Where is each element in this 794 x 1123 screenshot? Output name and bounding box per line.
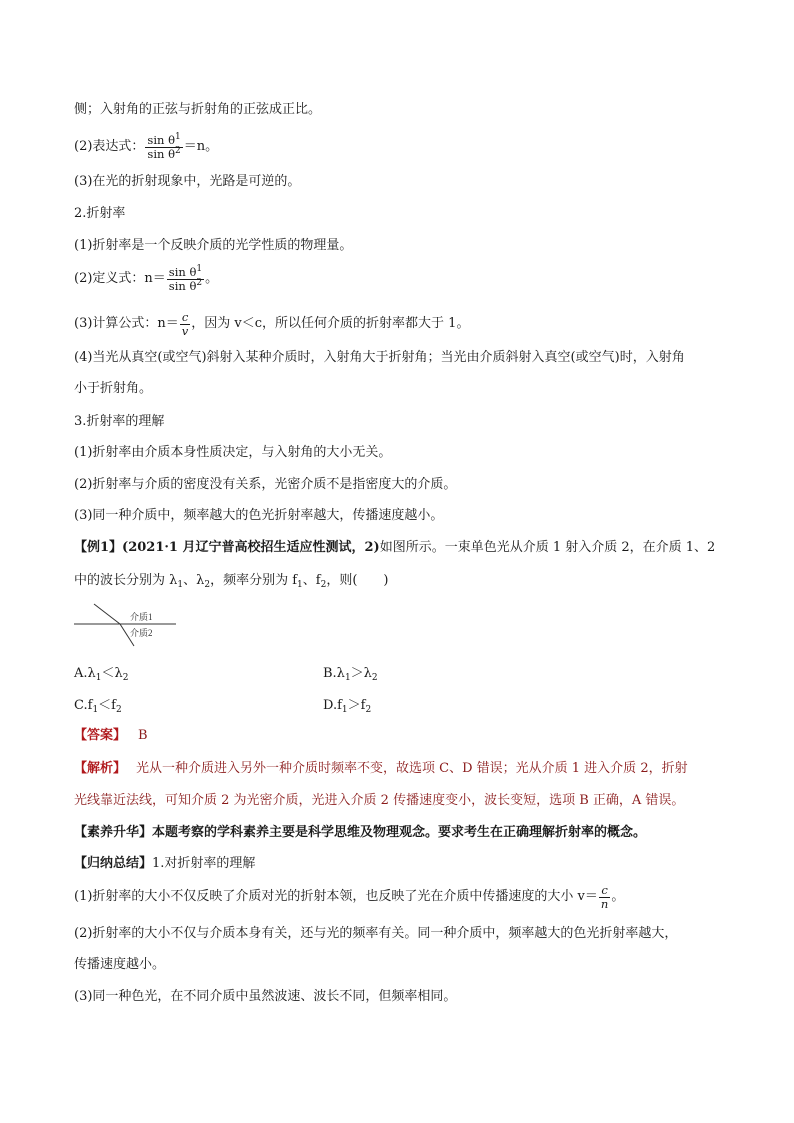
summary-label: 【归纳总结】 (74, 856, 153, 871)
section-3-line-3: (3)同一种介质中，频率越大的色光折射率越大，传播速度越小。 (74, 508, 444, 523)
option-b[interactable]: $B.\lambda_1>\lambda_2$ (323, 666, 378, 683)
definition-fraction: $\frac{\sin \theta^1}{\sin \theta^2}$ (168, 263, 203, 293)
medium-2-label: 介质2 (130, 628, 153, 638)
section-2-line-4a: (4)当光从真空(或空气)斜射入某种介质时，入射角大于折射角；当光由介质斜射入真空(或空气)时，入射角 (74, 350, 685, 365)
summary-line-1: (1)折射率的大小不仅反映了介质对光的折射本领，也反映了光在介质中传播速度的大小 v＝ $\frac{c}{n}$ 。 (74, 882, 625, 911)
section-2-line-4b: 小于折射角。 (74, 381, 153, 396)
incident-ray (94, 604, 120, 624)
analysis-label: 【解析】 (74, 761, 127, 776)
option-a[interactable]: $A.\lambda_1<\lambda_2$ (74, 666, 129, 683)
formula-label: (3)计算公式：n＝ (74, 316, 179, 331)
literacy-label: 【素养升华】 (74, 825, 153, 840)
summary-line-3: (3)同一种色光，在不同介质中虽然波速、波长不同，但频率相同。 (74, 989, 457, 1004)
option-d[interactable]: $D.f_1>f_2$ (323, 698, 372, 715)
example-question-line-1: 【例1】(2021·1 月辽宁普高校招生适应性测试，2)如图所示。一束单色光从介质 1 射入介质 2，在介质 1、2 (74, 540, 716, 555)
option-c[interactable]: $C.f_1<f_2$ (74, 698, 122, 715)
section-2-heading: 2.折射率 (74, 206, 126, 221)
answer-label: 【答案】 (74, 728, 127, 743)
intro-line-3: (3)在光的折射现象中，光路是可逆的。 (74, 174, 301, 189)
answer-value: B (138, 728, 148, 743)
formula-line: (3)计算公式：n＝ $\frac{c}{v}$ ，因为 v＜c，所以任何介质的折射率都大于 1。 (74, 309, 470, 338)
section-3-heading: 3.折射率的理解 (74, 414, 165, 429)
section-3-line-2: (2)折射率与介质的密度没有关系，光密介质不是指密度大的介质。 (74, 477, 457, 492)
summary-line-2b: 传播速度越小。 (74, 957, 166, 972)
medium-1-label: 介质1 (130, 612, 153, 622)
refraction-diagram (74, 600, 184, 648)
example-tag: 【例1】 (74, 540, 123, 555)
expression-label: (2)表达式： (74, 139, 145, 154)
expression-suffix: ＝n。 (183, 139, 219, 154)
section-3-line-1: (1)折射率由介质本身性质决定，与入射角的大小无关。 (74, 445, 392, 460)
intro-line-1: 侧；入射角的正弦与折射角的正弦成正比。 (74, 102, 322, 117)
definition-line: (2)定义式：n＝ $\frac{\sin \theta^1}{\sin \theta^2}$ 。 (74, 263, 219, 293)
summary-heading-line: 【归纳总结】1.对折射率的理解 (74, 856, 256, 871)
sine-ratio-fraction: $\frac{\sin \theta^1}{\sin \theta^2}$ (147, 131, 181, 161)
answer-line (74, 727, 714, 745)
example-source: (2021·1 月辽宁普高校招生适应性测试，2) (122, 540, 380, 555)
analysis-line-1: 【解析】 光从一种介质进入另外一种介质时频率不变，故选项 C、D 错误；光从介质 1 进入介质 2，折射 (74, 761, 688, 776)
definition-label: (2)定义式：n＝ (74, 271, 166, 286)
example-question-line-2: 中的波长分别为 $\lambda_1$、$\lambda_2$，频率分别为 $f_1$、$f_2$，则( ) (74, 573, 389, 590)
analysis-line-2: 光线靠近法线，可知介质 2 为光密介质，光进入介质 2 传播速度变小，波长变短，选项 B 正确，A 错误。 (74, 793, 685, 808)
section-2-line-1: (1)折射率是一个反映介质的光学性质的物理量。 (74, 238, 353, 253)
expression-line (74, 132, 714, 162)
literacy-line: 【素养升华】本题考察的学科素养主要是科学思维及物理观念。要求考生在正确理解折射率的概念。 (74, 825, 647, 840)
c-over-v-fraction: $\frac{c}{v}$ (181, 309, 189, 338)
summary-line-2a: (2)折射率的大小不仅与介质本身有关，还与光的频率有关。同一种介质中，频率越大的色光折射率越大， (74, 926, 678, 941)
c-over-n-fraction: $\frac{c}{n}$ (600, 882, 609, 911)
